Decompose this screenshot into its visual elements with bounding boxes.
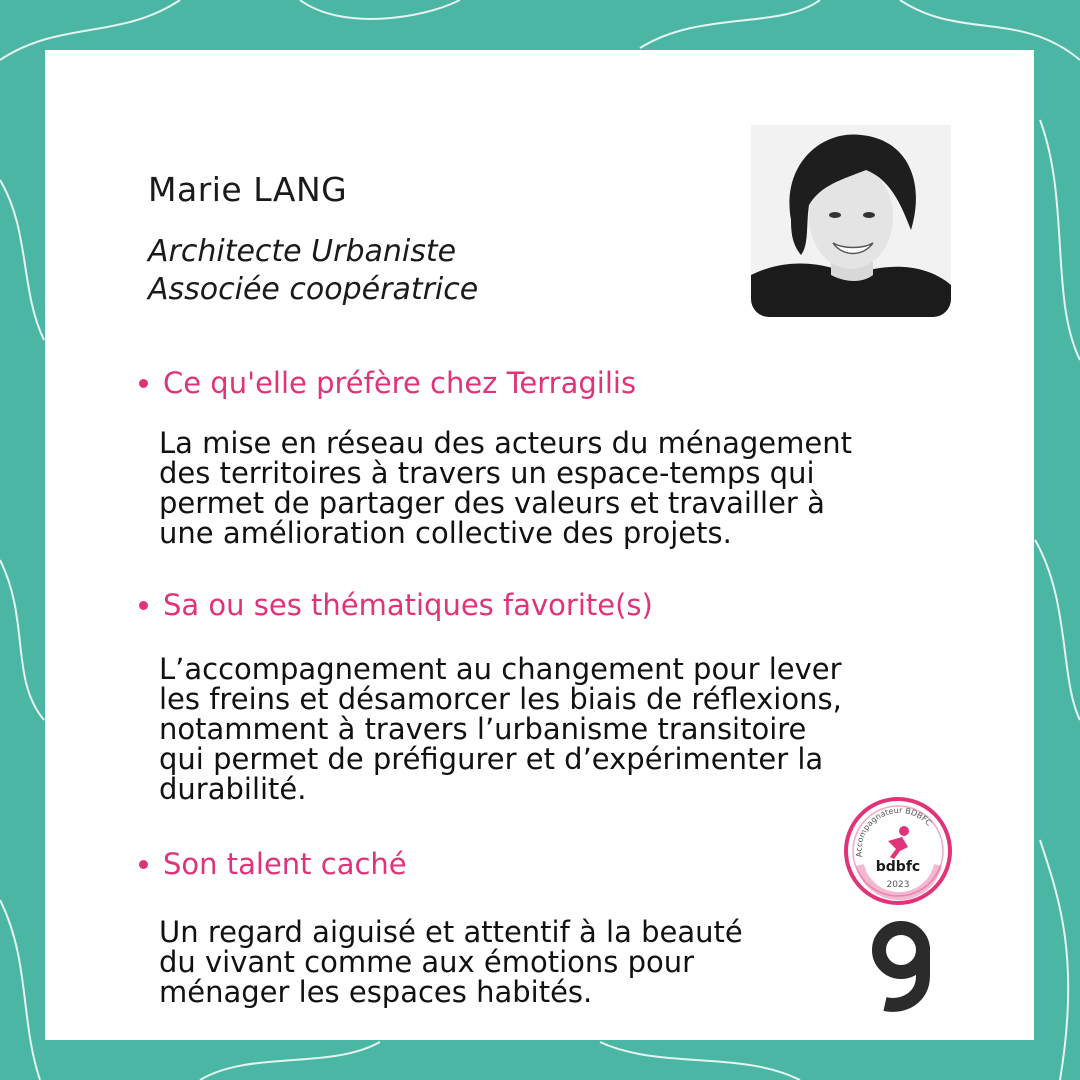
- bullet-icon: [139, 860, 148, 869]
- bullet-icon: [139, 601, 148, 610]
- terragilis-g-logo-icon: [867, 918, 937, 1013]
- section-title: [163, 588, 653, 622]
- section-body: [159, 917, 743, 1007]
- body-line: durabilité.: [159, 772, 307, 806]
- badge-arc-text: Accompagnateur BDBFC: [854, 805, 934, 858]
- section-title-text: Ce qu'elle préfère chez Terragilis: [163, 366, 637, 400]
- person-name: Marie LANG: [148, 170, 348, 209]
- body-line: les freins et désamorcer les biais de réflexions,: [159, 682, 842, 716]
- portrait-photo: [751, 125, 951, 317]
- role-line: Associée coopératrice: [148, 272, 479, 307]
- body-line: ménager les espaces habités.: [159, 975, 593, 1009]
- bullet-icon: [139, 379, 148, 388]
- section-body: [159, 654, 842, 804]
- section-title-text: Son talent caché: [163, 847, 407, 881]
- section-title: [163, 366, 636, 400]
- body-line: permet de partager des valeurs et travailler à: [159, 486, 825, 520]
- body-line: du vivant comme aux émotions pour: [159, 945, 695, 979]
- badge-year: 2023: [886, 880, 910, 890]
- badge-brand: bdbfc: [875, 859, 921, 875]
- body-line: qui permet de préfigurer et d’expérimenter la: [159, 742, 824, 776]
- section-body: [159, 428, 852, 548]
- role-line: Architecte Urbaniste: [148, 234, 457, 269]
- person-role: [148, 233, 478, 309]
- body-line: notamment à travers l’urbanisme transitoire: [159, 712, 807, 746]
- section-title: [163, 847, 407, 881]
- body-line: Un regard aiguisé et attentif à la beauté: [159, 915, 743, 949]
- body-line: La mise en réseau des acteurs du ménagement: [159, 426, 852, 460]
- body-line: des territoires à travers un espace-temps qui: [159, 456, 815, 490]
- bdbfc-badge-icon: [842, 795, 954, 907]
- section-title-text: Sa ou ses thématiques favorite(s): [163, 588, 653, 622]
- body-line: L’accompagnement au changement pour lever: [159, 652, 842, 686]
- body-line: une amélioration collective des projets.: [159, 516, 732, 550]
